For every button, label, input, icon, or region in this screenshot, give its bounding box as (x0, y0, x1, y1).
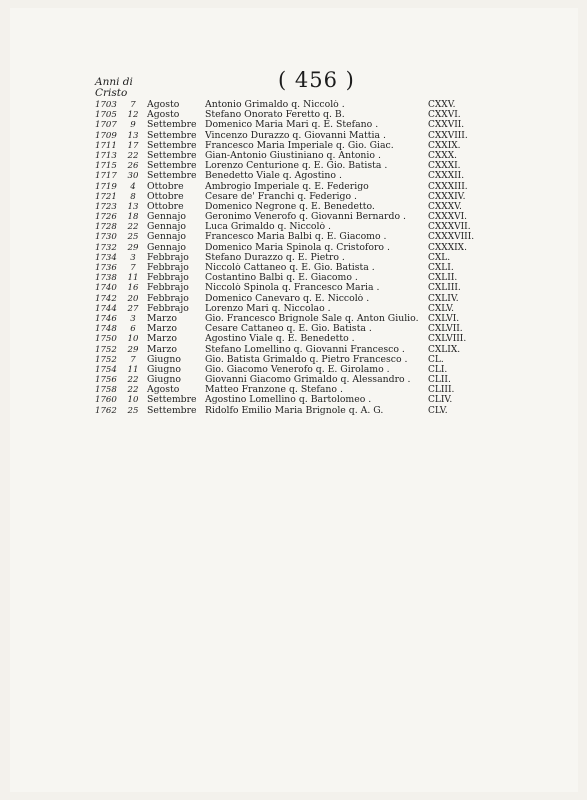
entry-year: 1734 (95, 252, 117, 263)
entry-roman-numeral: CXXVII. (428, 120, 465, 131)
entry-day: 8 (130, 191, 136, 202)
entry-month: Agosto (147, 109, 180, 121)
entry-name: Agostino Viale q. E. Benedetto . (205, 334, 355, 345)
entry-day: 12 (127, 110, 139, 121)
entry-day: 16 (127, 283, 139, 294)
entry-name: Domenico Maria Mari q. E. Stefano . (205, 120, 379, 131)
entry-month: Settembre (147, 160, 197, 172)
column-heading-line: Cristo (95, 87, 128, 99)
entry-month: Giugno (147, 374, 181, 386)
entry-year: 1713 (95, 150, 117, 161)
entry-day: 6 (130, 324, 136, 335)
entry-day: 17 (127, 140, 139, 151)
entry-year: 1717 (95, 171, 117, 182)
entry-year: 1709 (95, 130, 117, 141)
entry-month: Ottobre (147, 200, 184, 212)
entry-year: 1752 (95, 354, 117, 365)
entry-day: 22 (127, 150, 139, 161)
entry-name: Luca Grimaldo q. Niccolò . (205, 222, 332, 233)
entry-month: Settembre (147, 129, 197, 141)
list-item (95, 171, 545, 181)
entry-month: Settembre (147, 139, 197, 151)
entry-day: 29 (127, 242, 139, 253)
entry-name: Stefano Lomellino q. Giovanni Francesco . (205, 344, 405, 355)
entry-year: 1730 (95, 232, 117, 243)
entry-roman-numeral: CXXXI. (428, 161, 461, 172)
entry-year: 1732 (95, 242, 117, 253)
entry-roman-numeral: CXLVI. (428, 313, 460, 324)
entry-roman-numeral: CXXXIX. (428, 242, 467, 253)
entry-month: Febbrajo (147, 292, 189, 304)
entry-day: 7 (130, 263, 136, 273)
entry-day: 3 (130, 252, 136, 263)
entry-name: Stefano Durazzo q. E. Pietro . (205, 252, 345, 263)
entry-roman-numeral: CXLIV. (428, 293, 459, 304)
entry-day: 10 (127, 395, 139, 406)
entry-name: Gio. Giacomo Venerofo q. E. Girolamo . (205, 364, 390, 375)
doge-list (95, 100, 545, 416)
entry-year: 1703 (95, 100, 117, 110)
entry-year: 1754 (95, 364, 117, 375)
entry-year: 1705 (95, 110, 117, 121)
entry-month: Settembre (147, 170, 197, 182)
entry-year: 1760 (95, 395, 117, 406)
entry-roman-numeral: CXLII. (428, 273, 458, 284)
entry-name: Lorenzo Mari q. Niccolao . (205, 303, 331, 314)
entry-roman-numeral: CXXIX. (428, 140, 461, 151)
entry-day: 7 (130, 100, 136, 110)
entry-year: 1728 (95, 222, 117, 233)
entry-day: 11 (127, 364, 139, 375)
entry-roman-numeral: CXLV. (428, 303, 454, 314)
entry-year: 1746 (95, 313, 117, 324)
entry-year: 1750 (95, 334, 117, 345)
entry-roman-numeral: CXXXIV. (428, 191, 466, 202)
list-item (95, 406, 545, 416)
entry-roman-numeral: CL. (428, 354, 444, 365)
entry-name: Domenico Canevaro q. E. Niccolò . (205, 293, 370, 304)
entry-day: 26 (127, 161, 139, 172)
entry-roman-numeral: CXLVII. (428, 324, 463, 335)
entry-roman-numeral: CXXV. (428, 100, 456, 110)
entry-day: 30 (127, 171, 139, 182)
entry-year: 1758 (95, 385, 117, 396)
entry-day: 13 (127, 130, 139, 141)
entry-name: Antonio Grimaldo q. Niccolò . (205, 100, 345, 110)
entry-roman-numeral: CLII. (428, 375, 451, 386)
entry-month: Settembre (147, 404, 197, 416)
entry-roman-numeral: CXXXIII. (428, 181, 468, 192)
entry-day: 25 (127, 405, 139, 416)
entry-year: 1742 (95, 293, 117, 304)
entry-year: 1723 (95, 201, 117, 212)
entry-name: Benedetto Viale q. Agostino . (205, 171, 342, 182)
entry-month: Gennajo (147, 241, 186, 253)
entry-day: 7 (130, 354, 136, 365)
entry-name: Lorenzo Centurione q. E. Gio. Batista . (205, 161, 388, 172)
entry-day: 13 (127, 201, 139, 212)
entry-month: Febbrajo (147, 251, 189, 263)
entry-month: Settembre (147, 394, 197, 406)
entry-roman-numeral: CXL. (428, 252, 451, 263)
entry-year: 1756 (95, 375, 117, 386)
entry-roman-numeral: CXLVIII. (428, 334, 467, 345)
entry-day: 3 (130, 313, 136, 324)
entry-month: Giugno (147, 353, 181, 365)
entry-day: 4 (130, 181, 136, 192)
entry-month: Marzo (147, 343, 178, 355)
entry-name: Gio. Francesco Brignole Sale q. Anton Giulio. (205, 313, 419, 324)
entry-name: Costantino Balbi q. E. Giacomo . (205, 273, 358, 284)
entry-roman-numeral: CLV. (428, 405, 448, 416)
entry-month: Gennajo (147, 221, 186, 233)
entry-day: 25 (127, 232, 139, 243)
entry-month: Giugno (147, 363, 181, 375)
entry-month: Ottobre (147, 190, 184, 202)
entry-year: 1744 (95, 303, 117, 314)
entry-day: 10 (127, 334, 139, 345)
book-page (10, 8, 578, 792)
entry-day: 22 (127, 222, 139, 233)
entry-month: Febbrajo (147, 262, 189, 273)
entry-month: Febbrajo (147, 302, 189, 314)
entry-month: Febbrajo (147, 272, 189, 284)
entry-roman-numeral: CXXXVII. (428, 222, 471, 233)
entry-name: Francesco Maria Imperiale q. Gio. Giac. (205, 140, 394, 151)
entry-name: Cesare de' Franchi q. Federigo . (205, 191, 357, 202)
entry-name: Agostino Lomellino q. Bartolomeo . (205, 395, 372, 406)
entry-name: Niccolò Cattaneo q. E. Gio. Batista . (205, 263, 375, 273)
entry-name: Gio. Batista Grimaldo q. Pietro Francesco . (205, 354, 408, 365)
entry-year: 1736 (95, 263, 117, 273)
entry-name: Cesare Cattaneo q. E. Gio. Batista . (205, 324, 372, 335)
column-heading-line: Anni di (95, 76, 133, 88)
entry-month: Marzo (147, 333, 178, 345)
entry-name: Francesco Maria Balbi q. E. Giacomo . (205, 232, 387, 243)
entry-month: Gennajo (147, 231, 186, 243)
entry-roman-numeral: CXLIII. (428, 283, 461, 294)
entry-month: Ottobre (147, 180, 184, 192)
entry-month: Settembre (147, 149, 197, 161)
entry-year: 1738 (95, 273, 117, 284)
entry-year: 1726 (95, 212, 117, 223)
column-heading (95, 77, 155, 99)
entry-year: 1740 (95, 283, 117, 294)
entry-roman-numeral: CLIV. (428, 395, 453, 406)
entry-month: Settembre (147, 119, 197, 131)
list-item (95, 334, 545, 344)
entry-roman-numeral: CXLI. (428, 263, 454, 273)
entry-day: 18 (127, 212, 139, 223)
entry-roman-numeral: CXXXV. (428, 201, 462, 212)
entry-year: 1711 (95, 140, 117, 151)
entry-day: 22 (127, 385, 139, 396)
entry-roman-numeral: CXXVIII. (428, 130, 468, 141)
entry-year: 1748 (95, 324, 117, 335)
entry-year: 1707 (95, 120, 117, 131)
entry-year: 1719 (95, 181, 117, 192)
entry-year: 1762 (95, 405, 117, 416)
entry-year: 1721 (95, 191, 117, 202)
entry-name: Stefano Onorato Feretto q. B. (205, 110, 345, 121)
entry-name: Niccolò Spinola q. Francesco Maria . (205, 283, 380, 294)
entry-day: 20 (127, 293, 139, 304)
entry-name: Giovanni Giacomo Grimaldo q. Alessandro . (205, 375, 411, 386)
entry-month: Agosto (147, 384, 180, 396)
entry-year: 1715 (95, 161, 117, 172)
entry-name: Domenico Negrone q. E. Benedetto. (205, 201, 375, 212)
entry-name: Vincenzo Durazzo q. Giovanni Mattia . (205, 130, 386, 141)
entry-day: 11 (127, 273, 139, 284)
entry-roman-numeral: CXXXVI. (428, 212, 468, 223)
entry-name: Geronimo Venerofo q. Giovanni Bernardo . (205, 212, 406, 223)
entry-month: Febbrajo (147, 282, 189, 294)
entry-month: Marzo (147, 323, 178, 335)
page-number: ( 456 ) (278, 68, 355, 92)
entry-roman-numeral: CLIII. (428, 385, 455, 396)
entry-name: Matteo Franzone q. Stefano . (205, 385, 343, 396)
entry-roman-numeral: CLI. (428, 364, 448, 375)
entry-name: Domenico Maria Spinola q. Cristoforo . (205, 242, 390, 253)
entry-day: 9 (130, 120, 136, 131)
entry-day: 22 (127, 375, 139, 386)
entry-month: Marzo (147, 312, 178, 324)
entry-month: Gennajo (147, 211, 186, 223)
entry-day: 27 (127, 303, 139, 314)
entry-year: 1752 (95, 344, 117, 355)
entry-roman-numeral: CXXXVIII. (428, 232, 475, 243)
entry-roman-numeral: CXXVI. (428, 110, 461, 121)
entry-roman-numeral: CXXX. (428, 150, 457, 161)
entry-name: Gian-Antonio Giustiniano q. Antonio . (205, 150, 381, 161)
entry-day: 29 (127, 344, 139, 355)
entry-name: Ridolfo Emilio Maria Brignole q. A. G. (205, 405, 384, 416)
entry-month: Agosto (147, 99, 180, 110)
entry-roman-numeral: CXLIX. (428, 344, 461, 355)
entry-roman-numeral: CXXXII. (428, 171, 465, 182)
entry-name: Ambrogio Imperiale q. E. Federigo (205, 181, 369, 192)
